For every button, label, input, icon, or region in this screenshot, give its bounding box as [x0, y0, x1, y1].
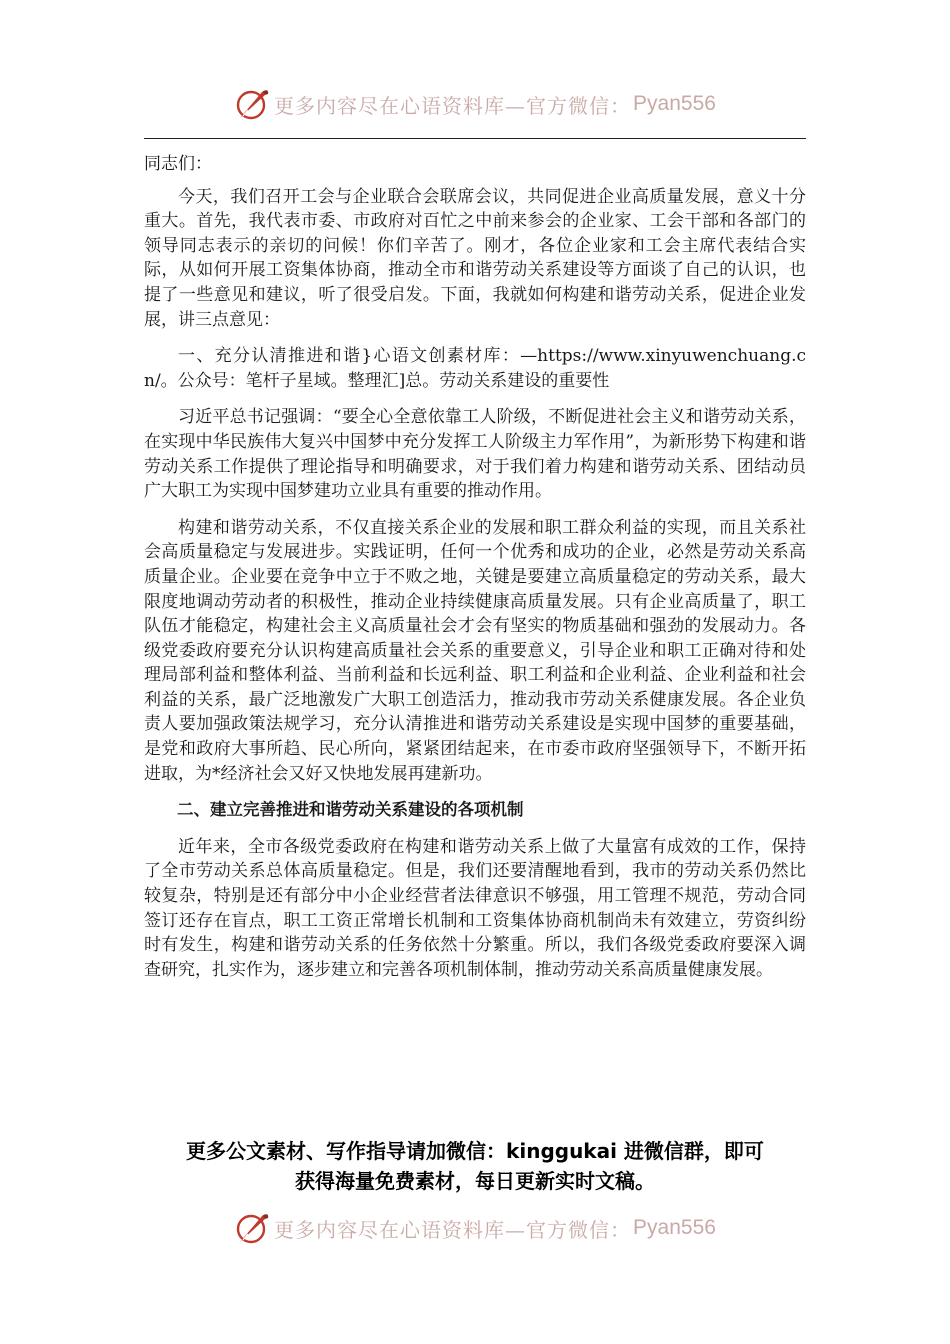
document-body	[144, 152, 806, 994]
header-divider	[144, 138, 806, 139]
header-banner	[0, 84, 950, 124]
salutation: 同志们：	[144, 154, 212, 174]
paragraph-4: 近年来，全市各级党委政府在构建和谐劳动关系上做了大量富有成效的工作，保持了全市劳动关系总体高质量稳定。但是，我们还要清醒地看到，我市的劳动关系仍然比较复杂，特别是还有部分中小企业经营者法律意识不够强，用工管理不规范，劳动合同签订还存在盲点，职工工资正常增长机制和工资集体协商机制尚未有效建立，劳资纠纷时有发生，构建和谐劳动关系的任务依然十分繁重。所以，我们各级党委政府要深入调查研究，扎实作为，逐步建立和完善各项机制体制，推动劳动关系高质量健康发展。	[144, 836, 806, 980]
section-title-1: 一、充分认清推进和谐}心语文创素材库：—https://www.xinyuwenchuang.cn/。公众号：笔杆子星域。整理汇]总。劳动关系建设的重要性	[144, 346, 806, 391]
promo-line-1: 更多公文素材、写作指导请加微信：kinggukai 进微信群，即可	[186, 1139, 764, 1163]
footer-banner-handle: Pyan556	[633, 1216, 716, 1239]
header-banner-text: 更多内容尽在心语资料库—官方微信：	[274, 93, 632, 118]
section-title-2: 二、建立完善推进和谐劳动关系建设的各项机制	[177, 800, 524, 820]
paragraph-intro: 今天，我们召开工会与企业联合会联席会议，共同促进企业高质量发展，意义十分重大。首先，我代表市委、市政府对百忙之中前来参会的企业家、工会干部和各部门的领导同志表示的亲切的问候！你们辛苦了。刚才，各位企业家和工会主席代表结合实际，从如何开展工资集体协商，推动全市和谐劳动关系建设等方面谈了自己的认识，也提了一些意见和建议，听了很受启发。下面，我就如何构建和谐劳动关系，促进企业发展，讲三点意见：	[144, 186, 806, 330]
footer-banner	[0, 1208, 950, 1248]
header-banner-handle: Pyan556	[633, 92, 716, 115]
paragraph-3: 构建和谐劳动关系，不仅直接关系企业的发展和职工群众利益的实现，而且关系社会高质量稳定与发展进步。实践证明，任何一个优秀和成功的企业，必然是劳动关系高质量企业。企业要在竞争中立于不败之地，关键是要建立高质量稳定的劳动关系，最大限度地调动劳动者的积极性，推动企业持续健康高质量发展。只有企业高质量了，职工队伍才能稳定，构建社会主义高质量社会才会有坚实的物质基础和强劲的发展动力。各级党委政府要充分认识构建高质量社会关系的重要意义，引导企业和职工正确对待和处理局部利益和整体利益、当前利益和长远利益、职工利益和企业利益、企业利益和社会利益的关系，最广泛地激发广大职工创造活力，推动我市劳动关系健康发展。各企业负责人要加强政策法规学习，充分认清推进和谐劳动关系建设是实现中国梦的重要基础，是党和政府大事所趋、民心所向，紧紧团结起来，在市委市政府坚强领导下，不断开拓进取，为*经济社会又好又快地发展再建新功。	[144, 517, 806, 784]
paragraph-2: 习近平总书记强调：“要全心全意依靠工人阶级，不断促进社会主义和谐劳动关系，在实现中华民族伟大复兴中国梦中充分发挥工人阶级主力军作用”，为新形势下构建和谐劳动关系工作提供了理论指导和明确要求，对于我们着力构建和谐劳动关系、团结动员广大职工为实现中国梦建功立业具有重要的推动作用。	[144, 407, 806, 502]
quill-logo-icon	[234, 86, 270, 122]
promo-line-2: 获得海量免费素材，每日更新实时文稿。	[295, 1169, 655, 1193]
quill-logo-icon	[234, 1210, 270, 1246]
promo-notice	[144, 1136, 806, 1196]
footer-banner-text: 更多内容尽在心语资料库—官方微信：	[274, 1217, 632, 1242]
